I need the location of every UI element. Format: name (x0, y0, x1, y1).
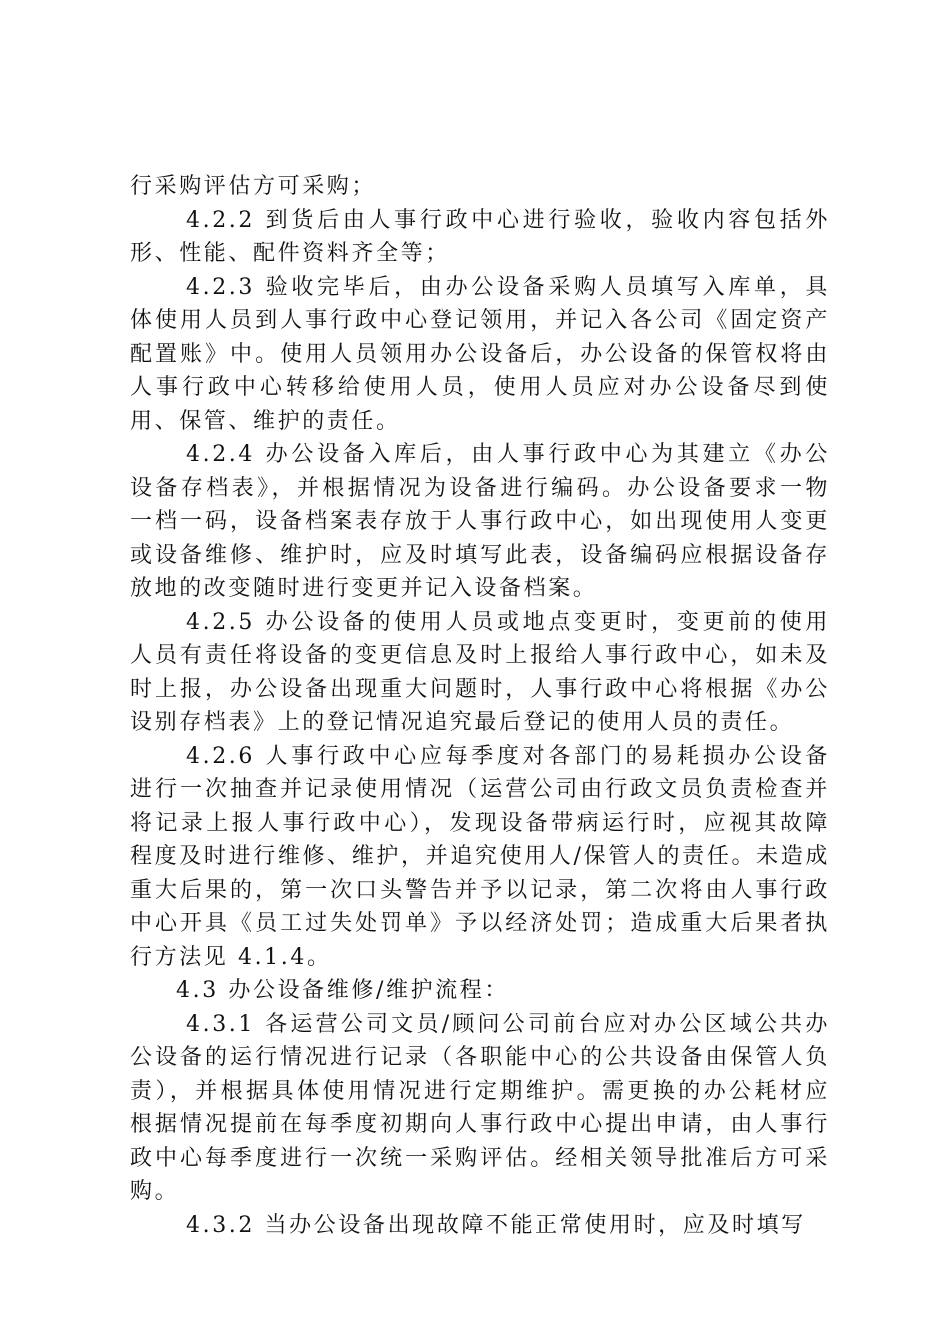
paragraph-4-2-3: 4.2.3 验收完毕后，由办公设备采购人员填写入库单，具体使用人员到人事行政中心登记领用，并记入各公司《固定资产配置账》中。使用人员领用办公设备后，办公设备的保管权将由人事行政中心转移给使用人员，使用人员应对办公设备尽到使用、保管、维护的责任。 (130, 274, 830, 434)
section-heading-4-3: 4.3 办公设备维修/维护流程： (176, 978, 509, 1003)
paragraph-4-3-2: 4.3.2 当办公设备出现故障不能正常使用时，应及时填写 (186, 1212, 806, 1238)
document-body (130, 170, 830, 1242)
paragraph-4-2-2: 4.2.2 到货后由人事行政中心进行验收，验收内容包括外形、性能、配件资料齐全等； (130, 207, 830, 266)
paragraph-continuation: 行采购评估方可采购； (130, 174, 377, 199)
paragraph-4-2-4: 4.2.4 办公设备入库后，由人事行政中心为其建立《办公设备存档表》，并根据情况为设备进行编码。办公设备要求一物一档一码，设备档案表存放于人事行政中心，如出现使用人变更或设备维修、维护时，应及时填写此表，设备编码应根据设备存放地的改变随时进行变更并记入设备档案。 (130, 442, 830, 601)
paragraph-4-2-5: 4.2.5 办公设备的使用人员或地点变更时，变更前的使用人员有责任将设备的变更信息及时上报给人事行政中心，如未及时上报，办公设备出现重大问题时，人事行政中心将根据《办公设别存档表》上的登记情况追究最后登记的使用人员的责任。 (130, 609, 830, 735)
paragraph-4-3-1: 4.3.1 各运营公司文员/顾问公司前台应对办公区域公共办公设备的运行情况进行记录（各职能中心的公共设备由保管人负责），并根据具体使用情况进行定期维护。需更换的办公耗材应根据情况提前在每季度初期向人事行政中心提出申请，由人事行政中心每季度进行一次统一采购评估。经相关领导批准后方可采购。 (130, 1011, 830, 1204)
paragraph-4-2-6: 4.2.6 人事行政中心应每季度对各部门的易耗损办公设备进行一次抽查并记录使用情况（运营公司由行政文员负责检查并将记录上报人事行政中心），发现设备带病运行时，应视其故障程度及时进行维修、维护，并追究使用人/保管人的责任。未造成重大后果的，第一次口头警告并予以记录，第二次将由人事行政中心开具《员工过失处罚单》予以经济处罚；造成重大后果者执行方法见 4.1.4。 (130, 743, 830, 970)
